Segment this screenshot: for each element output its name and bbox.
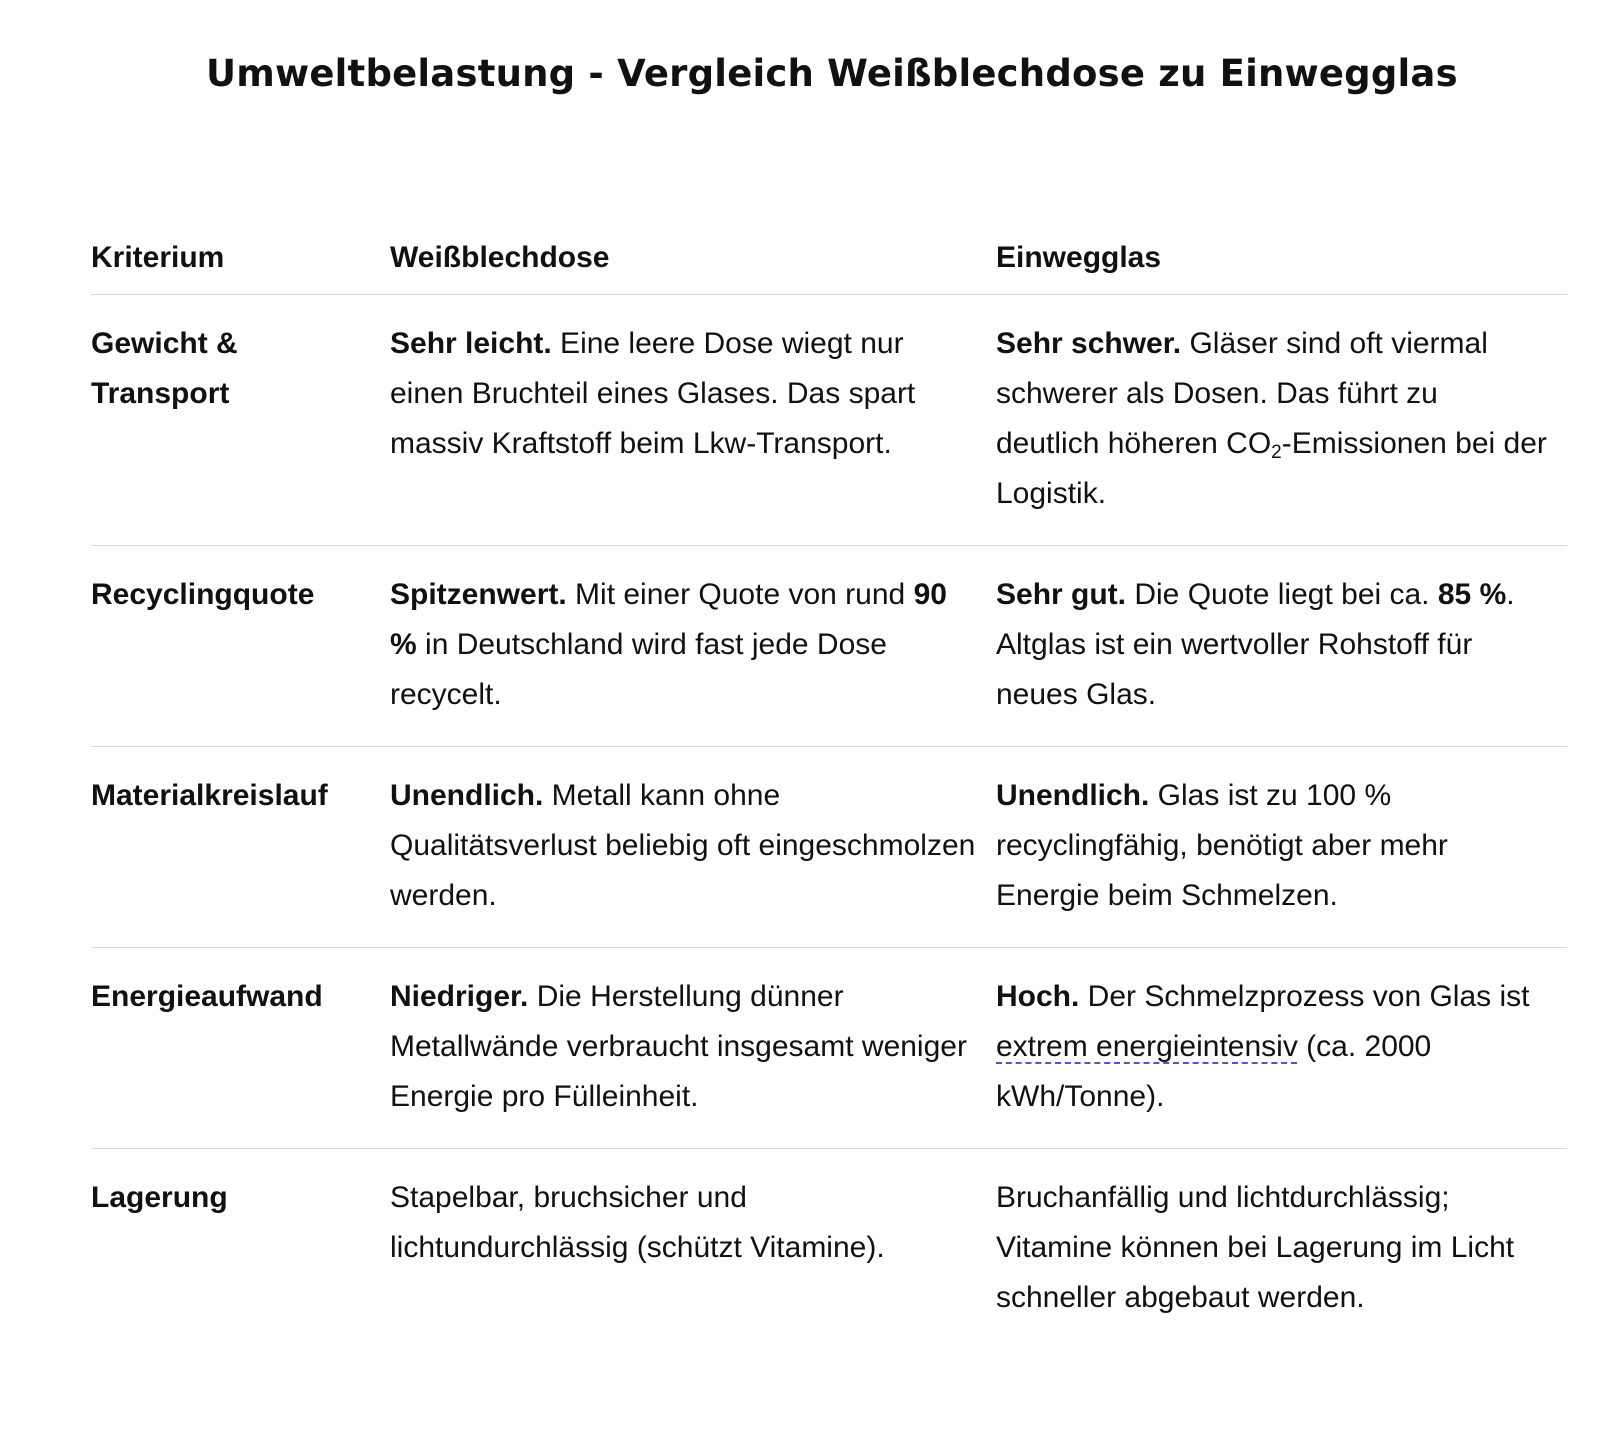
- spellcheck-underlined-phrase[interactable]: extrem energieintensiv: [996, 1030, 1298, 1063]
- dose-text: Stapelbar, bruchsicher und lichtundurchlässig (schützt Vitamine).: [390, 1181, 885, 1264]
- dose-cell: [390, 295, 996, 546]
- table-row: [91, 1149, 1567, 1350]
- header-einwegglas: Einwegglas: [996, 233, 1567, 295]
- glas-cell: [996, 948, 1567, 1149]
- dose-text-cont: in Deutschland wird fast jede Dose recycelt.: [390, 628, 887, 711]
- header-weissblechdose: Weißblechdose: [390, 233, 996, 295]
- dose-text: Metall kann ohne Qualitätsverlust beliebig oft eingeschmolzen werden.: [390, 779, 976, 912]
- glas-text: Der Schmelzprozess von Glas ist: [1079, 980, 1530, 1013]
- table-row: [91, 747, 1567, 948]
- dose-quote-value: 90 %: [390, 578, 947, 661]
- criterion-cell: [91, 1149, 390, 1350]
- glas-lead: Sehr gut.: [996, 578, 1127, 611]
- glas-text-cont: -Emissionen bei der Logistik.: [996, 427, 1547, 510]
- glas-text: Die Quote liegt bei ca.: [1126, 578, 1438, 611]
- criterion-cell: [91, 747, 390, 948]
- dose-text: Eine leere Dose wiegt nur einen Bruchteil eines Glases. Das spart massiv Kraftstoff beim Lkw-Transport.: [390, 327, 916, 460]
- glas-cell: [996, 546, 1567, 747]
- dose-cell: [390, 747, 996, 948]
- glas-cell: [996, 295, 1567, 546]
- dose-cell: [390, 948, 996, 1149]
- dose-lead: Niedriger.: [390, 980, 529, 1013]
- dose-text: Mit einer Quote von rund: [566, 578, 914, 611]
- criterion-cell: [91, 948, 390, 1149]
- criterion-label: Materialkreislauf: [91, 779, 328, 812]
- criterion-label: Recyclingquote: [91, 578, 315, 611]
- table-row: [91, 295, 1567, 546]
- glas-lead: Sehr schwer.: [996, 327, 1182, 360]
- criterion-label: Lagerung: [91, 1181, 228, 1214]
- glas-text: Glas ist zu 100 % recyclingfähig, benötigt aber mehr Energie beim Schmelzen.: [996, 779, 1448, 912]
- glas-lead: Hoch.: [996, 980, 1080, 1013]
- table-row: [91, 948, 1567, 1149]
- page-title: Umweltbelastung - Vergleich Weißblechdose zu Einwegglas: [206, 52, 1458, 95]
- criterion-cell: [91, 295, 390, 546]
- criterion-label: Energieaufwand: [91, 980, 323, 1013]
- glas-cell: [996, 747, 1567, 948]
- header-kriterium: Kriterium: [91, 233, 390, 295]
- glas-cell: [996, 1149, 1567, 1350]
- dose-cell: [390, 546, 996, 747]
- criterion-label: Gewicht & Transport: [91, 327, 238, 410]
- glas-quote-value: 85 %: [1437, 578, 1507, 611]
- glas-lead: Unendlich.: [996, 779, 1150, 812]
- comparison-table: [91, 233, 1567, 1349]
- subscript-2: 2: [1271, 442, 1282, 463]
- dose-lead: Unendlich.: [390, 779, 544, 812]
- table-header-row: [91, 233, 1567, 295]
- glas-text: Bruchanfällig und lichtdurchlässig; Vitamine können bei Lagerung im Licht schneller abgebaut werden.: [996, 1181, 1515, 1314]
- glas-text-cont: . Altglas ist ein wertvoller Rohstoff für neues Glas.: [996, 578, 1515, 711]
- criterion-cell: [91, 546, 390, 747]
- glas-text-cont: (ca. 2000 kWh/Tonne).: [996, 1030, 1432, 1113]
- dose-text: Die Herstellung dünner Metallwände verbraucht insgesamt weniger Energie pro Fülleinheit.: [390, 980, 967, 1113]
- glas-text: Gläser sind oft viermal schwerer als Dosen. Das führt zu deutlich höheren CO: [996, 327, 1488, 460]
- dose-lead: Sehr leicht.: [390, 327, 552, 360]
- table-row: [91, 546, 1567, 747]
- dose-cell: [390, 1149, 996, 1350]
- dose-lead: Spitzenwert.: [390, 578, 567, 611]
